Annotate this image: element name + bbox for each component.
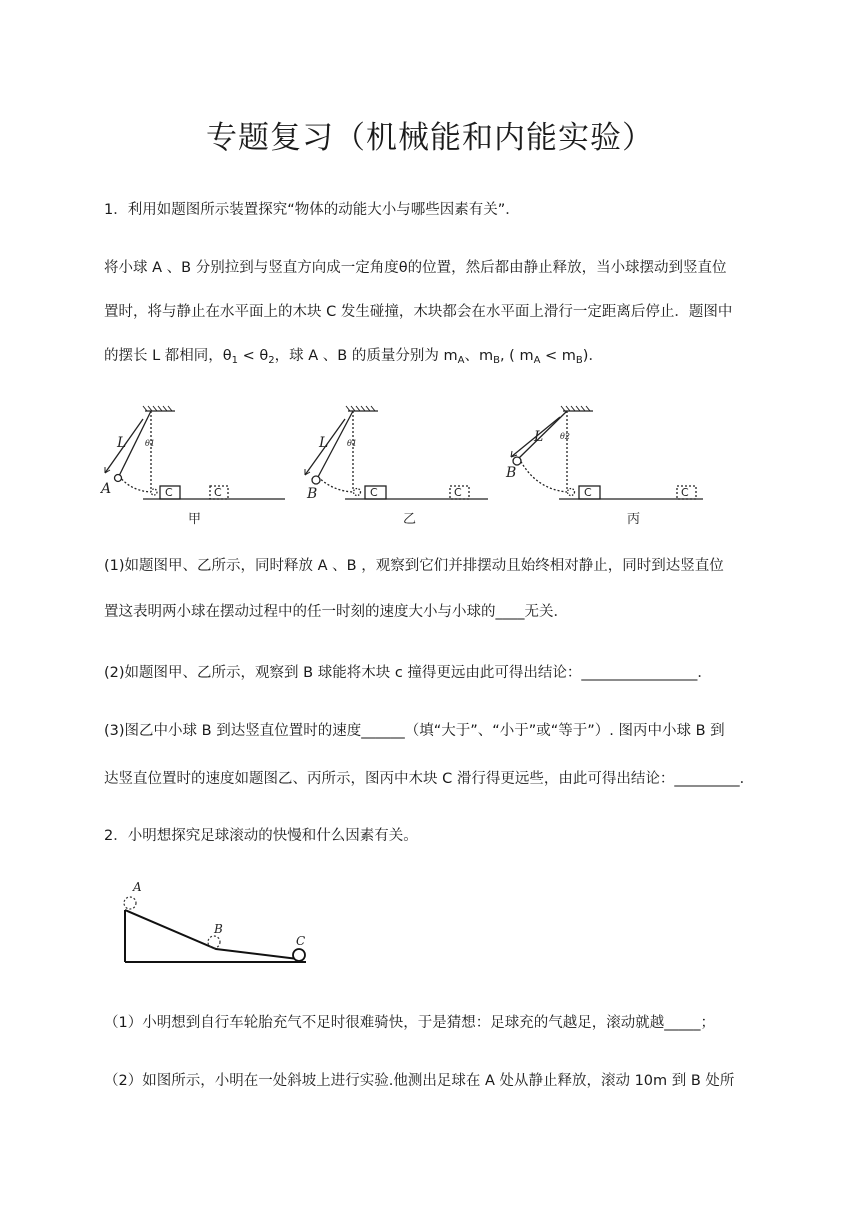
q1-sub1-line-1: (1)如题图甲、乙所示，同时释放 A 、B ，观察到它们并排摆动且始终相对静止，同时到达竖直位 xyxy=(104,558,724,574)
q1-paragraph-line-2: 置时，将与静止在水平面上的木块 C 发生碰撞，木块都会在水平面上滑行一定距离后停止．题图中 xyxy=(104,304,733,320)
label-L-yi: L xyxy=(319,435,329,451)
q1-sub3-line-1: (3)图乙中小球 B 到达竖直位置时的速度______（填“大于”、“小于”或“等于”）. 图丙中小球 B 到 xyxy=(104,723,725,739)
caption-bing: 丙 xyxy=(627,512,641,527)
q1-paragraph-line-3: 的摆长 L 都相同，$\theta_1 < \theta_2$，球 A 、B 的质量分别为 $m_A$、$m_B$, ( $m_A < m_B$)． xyxy=(104,348,603,366)
q2-sub2: （2）如图所示，小明在一处斜坡上进行实验.他测出足球在 A 处从静止释放，滚动 10m 到 B 处所 xyxy=(104,1073,735,1089)
label-B-bing: B xyxy=(506,465,517,481)
q2-sub1: （1）小明想到自行车轮胎充气不足时很难骑快，于是猜想：足球充的气越足，滚动就越_____； xyxy=(104,1015,715,1031)
label-L-jia: L xyxy=(117,435,127,451)
label-theta1-jia: θ1 xyxy=(145,439,155,448)
block-c-yi: C xyxy=(370,486,378,499)
pendulum-figure xyxy=(95,395,715,530)
q2-heading: 2．小明想探究足球滚动的快慢和什么因素有关。 xyxy=(104,828,418,844)
slope-label-b: B xyxy=(214,922,223,936)
label-theta2-bing: θ2 xyxy=(560,432,570,441)
page-title: 专题复习（机械能和内能实验） xyxy=(206,120,654,156)
q1-sub1-line-2: 置这表明两小球在摆动过程中的任一时刻的速度大小与小球的____无关． xyxy=(104,604,568,620)
q1-sub3-line-2: 达竖直位置时的速度如题图乙、丙所示，图丙中木块 C 滑行得更远些，由此可得出结论：_________． xyxy=(104,771,755,787)
label-A: A xyxy=(101,481,112,497)
block-c-yi-moved: C xyxy=(454,486,462,499)
q1-paragraph-line-1: 将小球 A 、B 分别拉到与竖直方向成一定角度θ的位置，然后都由静止释放，当小球摆动到竖直位 xyxy=(104,260,727,276)
block-c-bing: C xyxy=(584,486,592,499)
slope-label-a: A xyxy=(133,880,142,894)
label-B-yi: B xyxy=(307,486,318,502)
caption-yi: 乙 xyxy=(403,512,417,527)
q1-sub2: (2)如题图甲、乙所示，观察到 B 球能将木块 c 撞得更远由此可得出结论：________________． xyxy=(104,665,712,681)
q1-heading: 1．利用如题图所示装置探究“物体的动能大小与哪些因素有关”． xyxy=(104,202,520,218)
block-c-bing-moved: C xyxy=(681,486,689,499)
caption-jia: 甲 xyxy=(188,512,202,527)
slope-figure xyxy=(112,878,312,970)
slope-label-c: C xyxy=(296,934,306,948)
label-theta1-yi: θ1 xyxy=(347,439,357,448)
block-c-jia-moved: C xyxy=(214,486,222,499)
label-L-bing: L xyxy=(534,429,544,445)
block-c-jia: C xyxy=(165,486,173,499)
